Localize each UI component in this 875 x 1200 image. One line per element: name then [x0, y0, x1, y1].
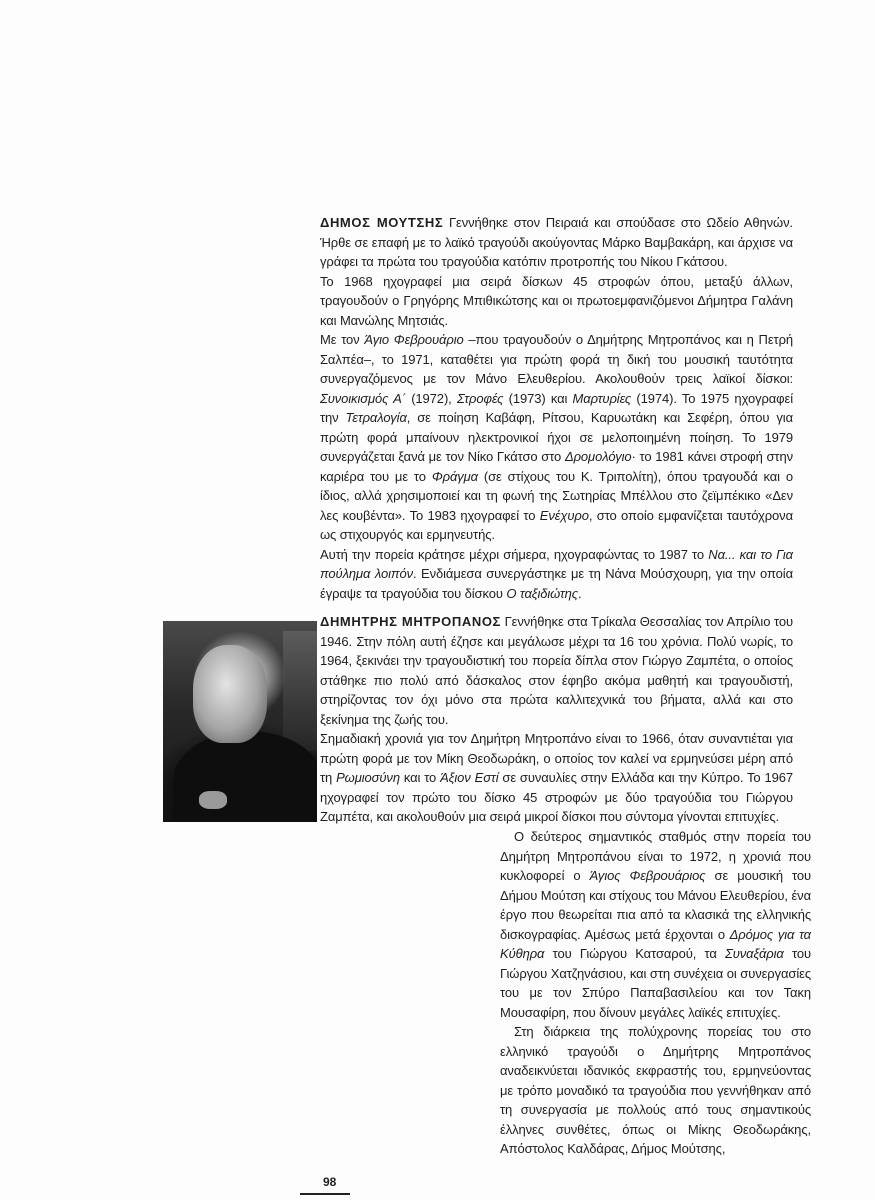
text: Αυτή την πορεία κράτησε μέχρι σήμερα, ηχογραφώντας το 1987 το	[320, 546, 709, 562]
paragraph: Το 1968 ηχογραφεί μια σειρά δίσκων 45 στροφών όπου, μεταξύ άλλων, τραγουδούν ο Γρηγόρης Μπιθικώτσης και οι πρωτοεμφανιζόμενοι Δήμητρα Γαλάνη και Μανώλης Μητσιάς.	[320, 273, 793, 328]
italic-title: Να... και το Για πούλημα λοιπόν	[320, 546, 793, 581]
heading-moutsis: ΔΗΜΟΣ ΜΟΥΤΣΗΣ	[320, 215, 444, 230]
italic-title: Άγιο Φεβρουάριο	[364, 332, 464, 347]
italic-title: Συναξάρια	[725, 946, 784, 961]
paragraph	[320, 213, 793, 272]
text: του Γιώργου Κατσαρού, τα	[544, 946, 725, 961]
heading-mitropanos: ΔΗΜΗΤΡΗΣ ΜΗΤΡΟΠΑΝΟΣ	[320, 614, 501, 629]
text: και το	[399, 770, 441, 785]
page-rule	[300, 1193, 350, 1195]
text: σε μουσική του Δήμου Μούτση και στίχους του Μάνου Ελευθερίου, ένα έργο που θεωρείται πια από τα κλασικά της ελληνικής δισκογραφίας. Αμέσως μετά έρχονται ο	[500, 868, 811, 942]
italic-title: Δρομολόγιο	[564, 449, 632, 464]
italic-title: Τετραλογία	[345, 410, 407, 425]
text: (σε στίχους του Κ. Τριπολίτη), όπου τραγουδά και ο ίδιος, αλλά χρησιμοποιεί και τη φωνή της Σωτηρίας Μπέλλου στο ζεϊμπέκικο «Δεν λες κουβέντα». Το 1983 ηχογραφεί το	[320, 468, 793, 523]
italic-title: Ενέχυρο	[539, 507, 589, 523]
text: .	[578, 585, 582, 601]
text: . Ενδιάμεσα συνεργάστηκε με τη Νάνα Μούσχουρη, για την οποία έγραψε τα τραγούδια του δίσκου	[320, 566, 794, 601]
paragraph	[320, 612, 793, 729]
italic-title: Φράγμα	[431, 468, 478, 484]
text: (1974). Το 1975 ηχογραφεί την	[320, 390, 793, 425]
text: Με τον	[320, 332, 365, 347]
italic-title: Συνοικισμός Α΄	[320, 390, 406, 406]
text: , στο οποίο εμφανίζεται ταυτόχρονα ως στιχουργός και ερμηνευτής.	[320, 507, 793, 542]
paragraph	[320, 330, 793, 545]
text: Γεννήθηκε στα Τρίκαλα Θεσσαλίας τον Απρίλιο του 1946. Στην πόλη αυτή έζησε και μεγάλωσε μέχρι τα 16 του χρόνια. Πολύ νωρίς, το 1964, ξεκινάει την τραγουδιστική του πορεία δίπλα στον Γιώργο Ζαμπέτα, ο οποίος στάθηκε πιο πολύ από δάσκαλος στον έφηβο ακόμα μαθητή και τραγουδιστή, στηρίζοντας τον όχι μόνο στα πρώτα καλλιτεχνικά του βήματα, αλλά και στο ξεκίνημα της ζωής του.	[320, 614, 794, 727]
text: –που τραγουδούν ο Δημήτρης Μητροπάνος και η Πετρή Σαλπέα–, το 1971, καταθέτει για πρώτη φορά τη δική του μουσική ταυτότητα συνεργαζόμενος με τον Μάνο Ελευθερίου. Ακολουθούν τρεις λαϊκοί δίσκοι:	[320, 332, 793, 386]
text: Ο δεύτερος σημαντικός σταθμός στην πορεία του Δημήτρη Μητροπάνου είναι το 1972, η χρονιά που κυκλοφορεί ο	[500, 829, 811, 883]
bio-mitropanos-continued	[500, 827, 811, 1159]
paragraph: Στη διάρκεια της πολύχρονης πορείας του στο ελληνικό τραγούδι ο Δημήτρης Μητροπάνος αναδεικνύεται ιδανικός εκφραστής του, ερμηνεύοντας με τρόπο μοναδικό τα τραγούδια που γεννήθηκαν από τη συνεργασία με πολλούς από τους σημαντικούς έλληνες συνθέτες, όπως οι Μίκης Θεοδωράκης, Απόστολος Καλδάρας, Δήμος Μούτσης,	[500, 1024, 811, 1156]
text: (1972),	[405, 390, 457, 406]
italic-title: Ο ταξιδιώτης	[506, 585, 579, 601]
paragraph	[320, 729, 793, 827]
bio-mitropanos	[320, 612, 793, 827]
text: του Γιώργου Χατζηνάσιου, και στη συνέχεια οι συνεργασίες του με τον Σπύρο Παπαβασιλείου και τον Τακη Μουσαφίρη, που δίνουν μεγάλες λαϊκές επιτυχίες.	[500, 946, 811, 1020]
text: (1973) και	[503, 390, 573, 406]
text: σε συναυλίες στην Ελλάδα και την Κύπρο. Το 1967 ηχογραφεί τον πρώτο του δίσκο 45 στροφών με δύο τραγούδια του Γιώργου Ζαμπέτα, και ακολουθούν μια σειρά μικροί δίσκοι που σύντομα γίνονται επιτυχίες.	[320, 770, 793, 824]
bio-moutsis	[320, 213, 793, 603]
text: Γεννήθηκε στον Πειραιά και σπούδασε στο Ωδείο Αθηνών. Ήρθε σε επαφή με το λαϊκό τραγούδι ακούγοντας Μάρκο Βαμβακάρη, και άρχισε να γράφει τα πρώτα του τραγούδια κατόπιν προτροπής του Νίκου Γκάτσου.	[320, 215, 793, 269]
paragraph	[500, 827, 811, 1022]
text: Σημαδιακή χρονιά για τον Δημήτρη Μητροπάνο είναι το 1966, όταν συναντιέται για πρώτη φορά με τον Μίκη Θεοδωράκη, ο οποίος τον καλεί να ερμηνεύσει μέρη από τη	[320, 731, 793, 785]
text: , σε ποίηση Καβάφη, Ρίτσου, Καρυωτάκη και Σεφέρη, όπου για πρώτη φορά μπαίνουν ηλεκτρονικοί ήχοι σε μελοποιημένη ποίηση. Το 1979 συνεργάζεται ξανά με τον Νίκο Γκάτσο στο	[320, 410, 794, 464]
page-number: 98	[323, 1175, 337, 1189]
italic-title: Μαρτυρίες	[572, 390, 632, 406]
italic-title: Άξιον Εστί	[440, 770, 499, 785]
text: · το 1981 κάνει στροφή στην καριέρα του με το	[320, 449, 793, 484]
italic-title: Άγιος Φεβρουάριος	[589, 868, 706, 883]
italic-title: Στροφές	[456, 390, 504, 406]
portrait-photo	[163, 621, 317, 822]
italic-title: Ρωμιοσύνη	[336, 770, 400, 785]
paragraph	[320, 545, 793, 604]
italic-title: Δρόμος για τα Κύθηρα	[500, 926, 811, 961]
